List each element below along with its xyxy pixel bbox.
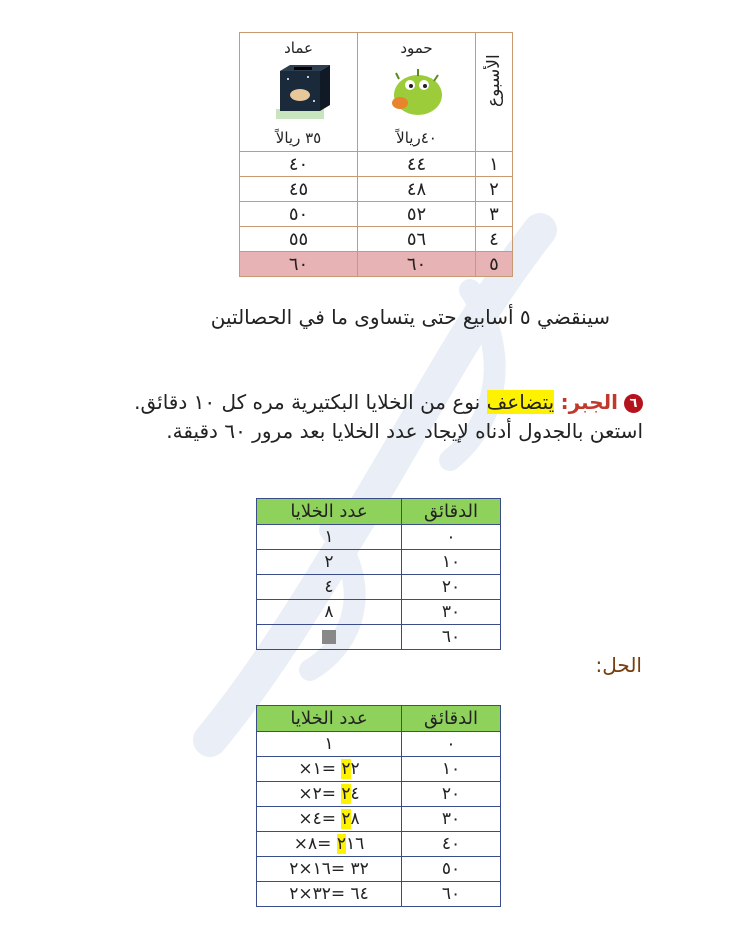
week-header-cell xyxy=(476,33,513,152)
savings-table xyxy=(239,32,513,277)
minutes-cell: ٥٠ xyxy=(402,857,501,882)
emad-cell: ٦٠ xyxy=(240,252,358,277)
factor-highlight: ٢ xyxy=(341,784,351,804)
calc-text: ١٦ =٨× xyxy=(293,834,365,854)
cells-cell xyxy=(257,807,402,832)
highlighted-word: يتضاعف xyxy=(486,390,555,414)
cells-cell xyxy=(257,732,402,757)
table-row xyxy=(257,525,501,550)
table-row xyxy=(257,550,501,575)
minutes-header: الدقائق xyxy=(402,499,501,525)
cells-cell xyxy=(257,882,402,907)
cells-cell: ٤ xyxy=(257,575,402,600)
cells-cell xyxy=(257,857,402,882)
conclusion-text: سينقضي ٥ أسابيع حتى يتساوى ما في الحصالتين xyxy=(210,305,610,329)
savings-row xyxy=(240,152,513,177)
emad-cell: ٤٠ xyxy=(240,152,358,177)
minutes-cell: ٤٠ xyxy=(402,832,501,857)
week-cell: ٣ xyxy=(476,202,513,227)
problem-number-badge: ٦ xyxy=(624,394,643,413)
table-row xyxy=(257,782,501,807)
minutes-cell: ٣٠ xyxy=(402,807,501,832)
week-cell: ٢ xyxy=(476,177,513,202)
savings-row-highlighted xyxy=(240,252,513,277)
savings-header-row xyxy=(240,33,513,152)
problem-statement xyxy=(128,388,643,446)
minutes-cell: ٠ xyxy=(402,732,501,757)
table-row xyxy=(257,857,501,882)
week-cell: ١ xyxy=(476,152,513,177)
calc-text: ٨ =٤× xyxy=(298,809,360,829)
hamoud-cell: ٤٨ xyxy=(358,177,476,202)
table-header-row xyxy=(257,499,501,525)
table-row xyxy=(257,600,501,625)
cells-cell xyxy=(257,757,402,782)
table-row xyxy=(257,807,501,832)
savings-row xyxy=(240,202,513,227)
week-cell: ٤ xyxy=(476,227,513,252)
savings-row xyxy=(240,177,513,202)
minutes-cell: ٠ xyxy=(402,525,501,550)
question-table xyxy=(256,498,501,650)
problem-topic: الجبر: xyxy=(560,390,618,414)
savings-row xyxy=(240,227,513,252)
pufferfish-bank-image xyxy=(382,63,452,125)
table-row xyxy=(257,625,501,650)
cells-header: عدد الخلايا xyxy=(257,706,402,732)
table-header-row xyxy=(257,706,501,732)
table-row xyxy=(257,832,501,857)
solution-label: الحل: xyxy=(595,653,642,677)
cube-bank-image xyxy=(264,63,334,125)
emad-price: ٣٥ ريالاً xyxy=(275,129,322,147)
watermark-calligraphy xyxy=(170,200,590,760)
hamoud-name: حمود xyxy=(400,39,433,57)
hamoud-cell: ٥٦ xyxy=(358,227,476,252)
emad-cell: ٥٥ xyxy=(240,227,358,252)
minutes-cell: ١٠ xyxy=(402,757,501,782)
hamoud-header-cell xyxy=(358,33,476,152)
emad-cell: ٥٠ xyxy=(240,202,358,227)
hamoud-price: ٤٠ريالاً xyxy=(396,129,437,147)
table-row xyxy=(257,757,501,782)
cells-cell-missing xyxy=(257,625,402,650)
emad-cell: ٤٥ xyxy=(240,177,358,202)
hamoud-cell: ٥٢ xyxy=(358,202,476,227)
calc-text: ٢ =١× xyxy=(298,759,360,779)
minutes-cell: ٢٠ xyxy=(402,782,501,807)
missing-value-square xyxy=(322,630,336,644)
table-row xyxy=(257,575,501,600)
calc-text: ٦٤ =٣٢×٢ xyxy=(289,884,369,904)
minutes-cell: ٦٠ xyxy=(402,625,501,650)
hamoud-cell: ٤٤ xyxy=(358,152,476,177)
factor-highlight: ٢ xyxy=(341,759,351,779)
factor-highlight: ٢ xyxy=(341,809,351,829)
cells-cell: ١ xyxy=(257,525,402,550)
cells-cell xyxy=(257,782,402,807)
hamoud-cell: ٦٠ xyxy=(358,252,476,277)
cells-cell: ٨ xyxy=(257,600,402,625)
cells-cell: ٢ xyxy=(257,550,402,575)
minutes-cell: ٦٠ xyxy=(402,882,501,907)
minutes-cell: ٢٠ xyxy=(402,575,501,600)
calc-text: ٣٢ =١٦×٢ xyxy=(289,859,369,879)
problem-text: نوع من الخلايا البكتيرية مره كل ١٠ دقائق. استعن بالجدول أدناه لإيجاد عدد الخلايا بعد مرور ٦٠ دقيقة. xyxy=(134,390,643,443)
emad-header-cell xyxy=(240,33,358,152)
minutes-header: الدقائق xyxy=(402,706,501,732)
factor-highlight: ٢ xyxy=(336,834,346,854)
cells-header: عدد الخلايا xyxy=(257,499,402,525)
minutes-cell: ١٠ xyxy=(402,550,501,575)
week-cell: ٥ xyxy=(476,252,513,277)
table-row xyxy=(257,732,501,757)
solution-table xyxy=(256,705,501,907)
table-row xyxy=(257,882,501,907)
minutes-cell: ٣٠ xyxy=(402,600,501,625)
emad-name: عماد xyxy=(284,39,313,57)
calc-text: ٤ =٢× xyxy=(298,784,360,804)
week-header: الأسبوع xyxy=(484,54,504,108)
cells-cell xyxy=(257,832,402,857)
calc-text: ١ xyxy=(324,734,334,754)
